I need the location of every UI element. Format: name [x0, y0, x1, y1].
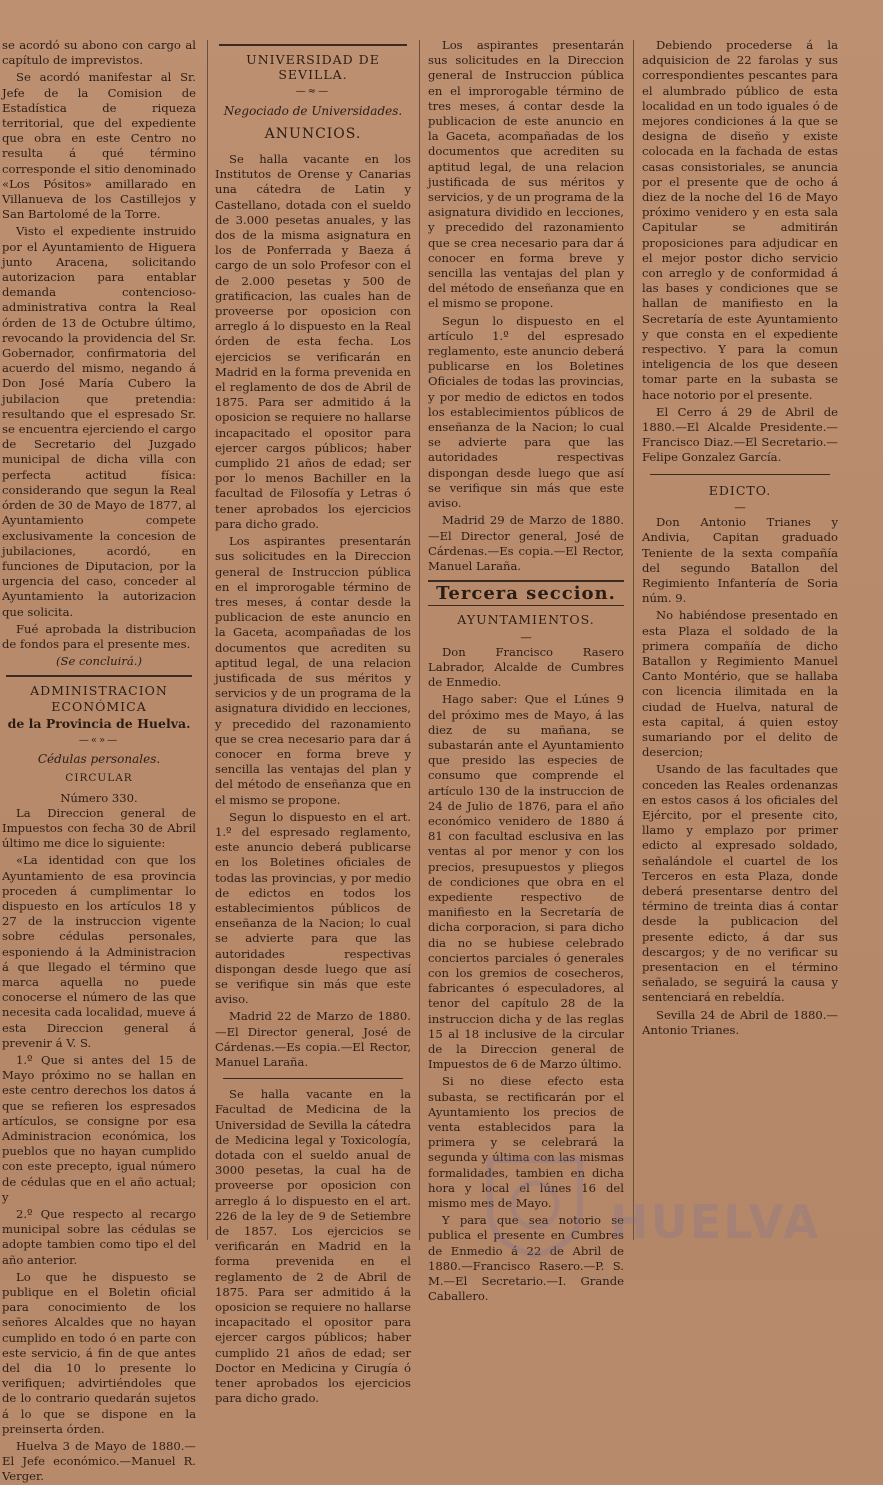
column-3	[428, 38, 624, 1304]
section-heading: de la Provincia de Huelva.	[7, 715, 191, 731]
paragraph: 2.º Que respecto al recargo municipal sobre las cédulas se adopte tambien como tipo el del año anterior.	[2, 1207, 196, 1267]
paragraph: Don Antonio Trianes y Andivia, Capitan graduado Teniente de la sexta compañía del segundo Batallon del Regimiento Infantería de Soria núm. 9.	[642, 515, 838, 606]
signature: El Cerro á 29 de Abril de 1880.—El Alcalde Presidente.—Francisco Diaz.—El Secretario.—Felipe Gonzalez García.	[642, 404, 838, 465]
paragraph: Usando de las facultades que conceden las Reales ordenanzas en estos casos á los oficiales del Ejército, por el presente cito, llamo y emplazo por primer edicto al expresado soldado, señalándole el cuartel de los Terceros en esta Plaza, donde deberá presentarse dentro del término de treinta dias á contar desde la publicacion del presente edicto, á dar sus descargos; y de no verificar su presentacion en el término señalado, se seguirá la causa y sentenciará en rebeldía.	[642, 762, 838, 1005]
paragraph: 1.º Que si antes del 15 de Mayo próximo no se hallan en este centro derechos los datos á que se refieren los espresados artículos, se consigne por esa Administracion económica, los pueblos que no hayan cumplido con este precepto, igual número de cédulas que en el año actual; y	[2, 1053, 196, 1204]
paragraph: Visto el expediente instruido por el Ayuntamiento de Higuera junto Aracena, solicitando autorizacion para entablar demanda contencioso-administrativa contra la Real órden de 13 de Octubre último, revocando la providencia del Sr. Gobernador, confirmatoria del acuerdo del mismo, negando á Don José María Cubero la jubilacion que pretendia: resultando que el espresado Sr. se encuentra ejerciendo el cargo de Secretario del Juzgado municipal de dicha villa con perfecta actitud física: considerando que segun la Real órden de 30 de Mayo de 1877, al Ayuntamiento compete exclusivamente la concesion de jubilaciones, acordó, en funciones de Diputacion, por la urgencia del caso, conceder al Ayuntamiento la autorizacion que solicita.	[2, 224, 196, 619]
column-divider	[207, 40, 208, 1240]
section-title: Tercera seccion.	[428, 580, 624, 606]
number-label: Número 330.	[60, 790, 138, 805]
ornament: —	[520, 629, 532, 644]
paragraph: Se acordó manifestar al Sr. Jefe de la Comision de Estadística de riqueza territorial, que del expediente que obra en este Centro no resulta á qué término corresponde el sitio denominado «Los Pósitos» amillarado en Villanueva de los Castillejos y San Bartolomé de la Torre.	[2, 70, 196, 222]
section-heading: EDICTO.	[708, 482, 772, 498]
section-heading: ADMINISTRACION ECONÓMICA	[30, 683, 168, 714]
signature: Madrid 29 de Marzo de 1880.—El Director general, José de Cárdenas.—Es copia.—El Rector, Manuel Laraña.	[428, 513, 624, 573]
subheading: Negociado de Universidades.	[223, 103, 403, 118]
column-divider	[633, 40, 634, 1240]
signature: Y para que sea notorio se publica el presente en Cumbres de Enmedio á 22 de Abril de 1880.—Francisco Rasero.—P. S. M.—El Secretario.—I. Grande Caballero.	[428, 1213, 624, 1304]
ornament: —«»—	[78, 734, 120, 746]
paragraph: Debiendo procederse á la adquisicion de 22 farolas y sus correspondientes pescantes para el alumbrado público de esta localidad en un todo iguales ó de mejores condiciones á la que se designa de diseño y existe colocada en la fachada de estas casas consistoriales, se anuncia por el presente que de ocho á diez de la noche del 16 de Mayo próximo venidero y en esta sala Capitular se admitirán proposiciones para adjudicar en el mejor postor dicho servicio con arreglo y de conformidad á las bases y condiciones que se hallan de manifiesto en la Secretaría de este Ayuntamiento y que consta en el expediente respectivo. Y para la comun inteligencia de los que deseen tomar parte en la subasta se hace notorio por el presente.	[642, 38, 838, 402]
paragraph: Los aspirantes presentarán sus solicitudes en la Direccion general de Instruccion pública en el improrogable término de tres meses, á contar desde la publicacion de este anuncio en la Gaceta, acompañadas de los documentos que acrediten su aptitud legal, de una relacion justificada de sus méritos y servicios y de un programa de la asignatura dividido en lecciones, y precedido del razonamiento que se crea necesario para dar á conocer en forma breve y sencilla las ventajas del plan y del método de enseñanza que en el mismo se propone.	[215, 534, 411, 807]
subheading: ANUNCIOS.	[264, 125, 362, 142]
section-heading: UNIVERSIDAD DE SEVILLA.	[246, 52, 380, 83]
subheading: Cédulas personales.	[37, 752, 161, 767]
watermark-text: HUELVA	[610, 1195, 821, 1249]
paragraph: Fué aprobada la distribucion de fondos para el presente mes.	[2, 621, 196, 651]
divider	[650, 474, 830, 475]
paragraph: Lo que he dispuesto se publique en el Boletin oficial para conocimiento de los señores Alcaldes que no hayan cumplido en todo ó en parte con este servicio, á fin de que antes del dia 10 lo presente lo verifiquen; advirtiéndoles que de lo contrario quedarán sujetos á lo que se dispone en la preinserta órden.	[2, 1269, 196, 1436]
column-1	[2, 38, 196, 1484]
paragraph: Segun lo dispuesto en el artículo 1.º del espresado reglamento, este anuncio deberá publicarse en los Boletines Oficiales de todas las provincias, y por medio de edictos en todos los establecimientos públicos de enseñanza de la Nacion; lo cual se advierte para que las autoridades respectivas dispongan desde luego que así se verifique sin más que este aviso.	[428, 313, 624, 511]
paragraph: Los aspirantes presentarán sus solicitudes en la Direccion general de Instruccion pública en el improrogable término de tres meses, á contar desde la publicacion de este anuncio en la Gaceta, acompañadas de los documentos que acrediten su aptitud legal, de una relacion justificada de sus méritos y servicios, y de un programa de la asignatura dividido en lecciones, y precedido del razonamiento que se crea necesario para dar á conocer en forma breve y sencilla las ventajas del plan y del método de enseñanza que en el mismo se propone.	[428, 38, 624, 311]
continuation-note: (Se concluirá.)	[56, 654, 142, 669]
paragraph: Se halla vacante en la Facultad de Medicina de la Universidad de Sevilla la cátedra de Medicina legal y Toxicología, dotada con el sueldo anual de 3000 pesetas, la cual ha de proveerse por oposicion con arreglo á lo dispuesto en el art. 226 de la ley de 9 de Setiembre de 1857. Los ejercicios se verificarán en Madrid en la forma prevenida en el reglamento de 2 de Abril de 1875. Para ser admitido á la oposicion se requiere no hallarse incapacitado el opositor para ejercer cargos públicos; haber cumplido 21 años de edad; ser Doctor en Medicina y Cirugía ó tener aprobados los ejercicios para dicho grado.	[215, 1087, 411, 1406]
subheading: CIRCULAR	[65, 772, 133, 785]
paragraph: Se halla vacante en los Institutos de Orense y Canarias una cátedra de Latin y Castellano, dotada con el sueldo de 3.000 pesetas anuales, y las dos de la misma asignatura en los de Ponferrada y Baeza á cargo de un solo Profesor con el de 2.000 pesetas y 500 de gratificacion, las cuales han de proveerse por oposicion con arreglo á lo dispuesto en la Real órden de esta fecha. Los ejercicios se verificarán en Madrid en la forma prevenida en el reglamento de dos de Abril de 1875. Para ser admitido á la oposicion se requiere no hallarse incapacitado el opositor para ejercer cargos públicos; haber cumplido 21 años de edad; ser por lo menos Bachiller en la facultad de Filosofía y Letras ó tener aprobados los ejercicios para dicho grado.	[215, 152, 411, 531]
column-divider	[419, 40, 420, 1240]
paragraph: Hago saber: Que el Lúnes 9 del próximo mes de Mayo, á las diez de su mañana, se subastarán ante el Ayuntamiento que presido las especies de consumo que comprende el artículo 130 de la instruccion de 24 de Julio de 1876, para el año económico venidero de 1880 á 81 con facultad esclusiva en las ventas al por menor y con los precios, presupuestos y pliegos de condiciones que obra en el expediente respectivo de manifiesto en la Secretaría de dicha corporacion, si para dicho dia no se hubiese celebrado conciertos parciales ó generales con los gremios de cosecheros, fabricantes ó especuladores, al tenor del capítulo 28 de la instruccion dicha y de las reglas 15 al 18 inclusive de la circular de la Direccion general de Impuestos de 6 de Marzo último.	[428, 692, 624, 1072]
signature: Sevilla 24 de Abril de 1880.—Antonio Trianes.	[642, 1007, 838, 1037]
paragraph: Si no diese efecto esta subasta, se rectificarán por el Ayuntamiento los precios de venta establecidos para la primera y se celebrará la segunda y última con las mismas formalidades, tambien en dicha hora y local el lúnes 16 del mismo mes de Mayo.	[428, 1074, 624, 1211]
column-4	[642, 38, 838, 1268]
divider	[219, 44, 407, 46]
divider	[223, 1078, 403, 1079]
ornament: —≈—	[295, 86, 331, 98]
ornament: —	[734, 499, 746, 514]
paragraph: se acordó su abono con cargo al capítulo de imprevistos.	[2, 38, 196, 68]
section-heading: AYUNTAMIENTOS.	[457, 612, 595, 628]
paragraph: La Direccion general de Impuestos con fecha 30 de Abril último me dice lo siguiente:	[2, 805, 196, 851]
signature: Madrid 22 de Marzo de 1880.—El Director general, José de Cárdenas.—Es copia.—El Rector, Manuel Laraña.	[215, 1009, 411, 1069]
paragraph: «La identidad con que los Ayuntamiento de esa provincia proceden á cumplimentar lo dispuesto en los artículos 18 y 27 de la instruccion vigente sobre cédulas personales, esponiendo á la Administracion á que llegado el término que marca aquella no puede conocerse el número de las que necesita cada localidad, mueve á esta Direccion general á prevenir á V. S.	[2, 853, 196, 1050]
paragraph: Don Francisco Rasero Labrador, Alcalde de Cumbres de Enmedio.	[428, 644, 624, 690]
paragraph: Segun lo dispuesto en el art. 1.º del espresado reglamento, este anuncio deberá publicarse en los Boletines oficiales de todas las provincias, y por medio de edictos en todos los establecimientos públicos de enseñanza de la Nacion; lo cual se advierte para que las autoridades respectivas dispongan desde luego que así se verifique sin más que este aviso.	[215, 809, 411, 1007]
column-2	[215, 38, 411, 1406]
paragraph: No habiéndose presentado en esta Plaza el soldado de la primera compañía de dicho Batallon y Regimiento Manuel Canto Montério, que se hallaba con licencia ilimitada en la ciudad de Huelva, natural de esta capital, á quien estoy sumariando por el delito de desercion;	[642, 608, 838, 760]
divider	[6, 675, 192, 677]
signature: Huelva 3 de Mayo de 1880.—El Jefe económico.—Manuel R. Verger.	[2, 1439, 196, 1484]
